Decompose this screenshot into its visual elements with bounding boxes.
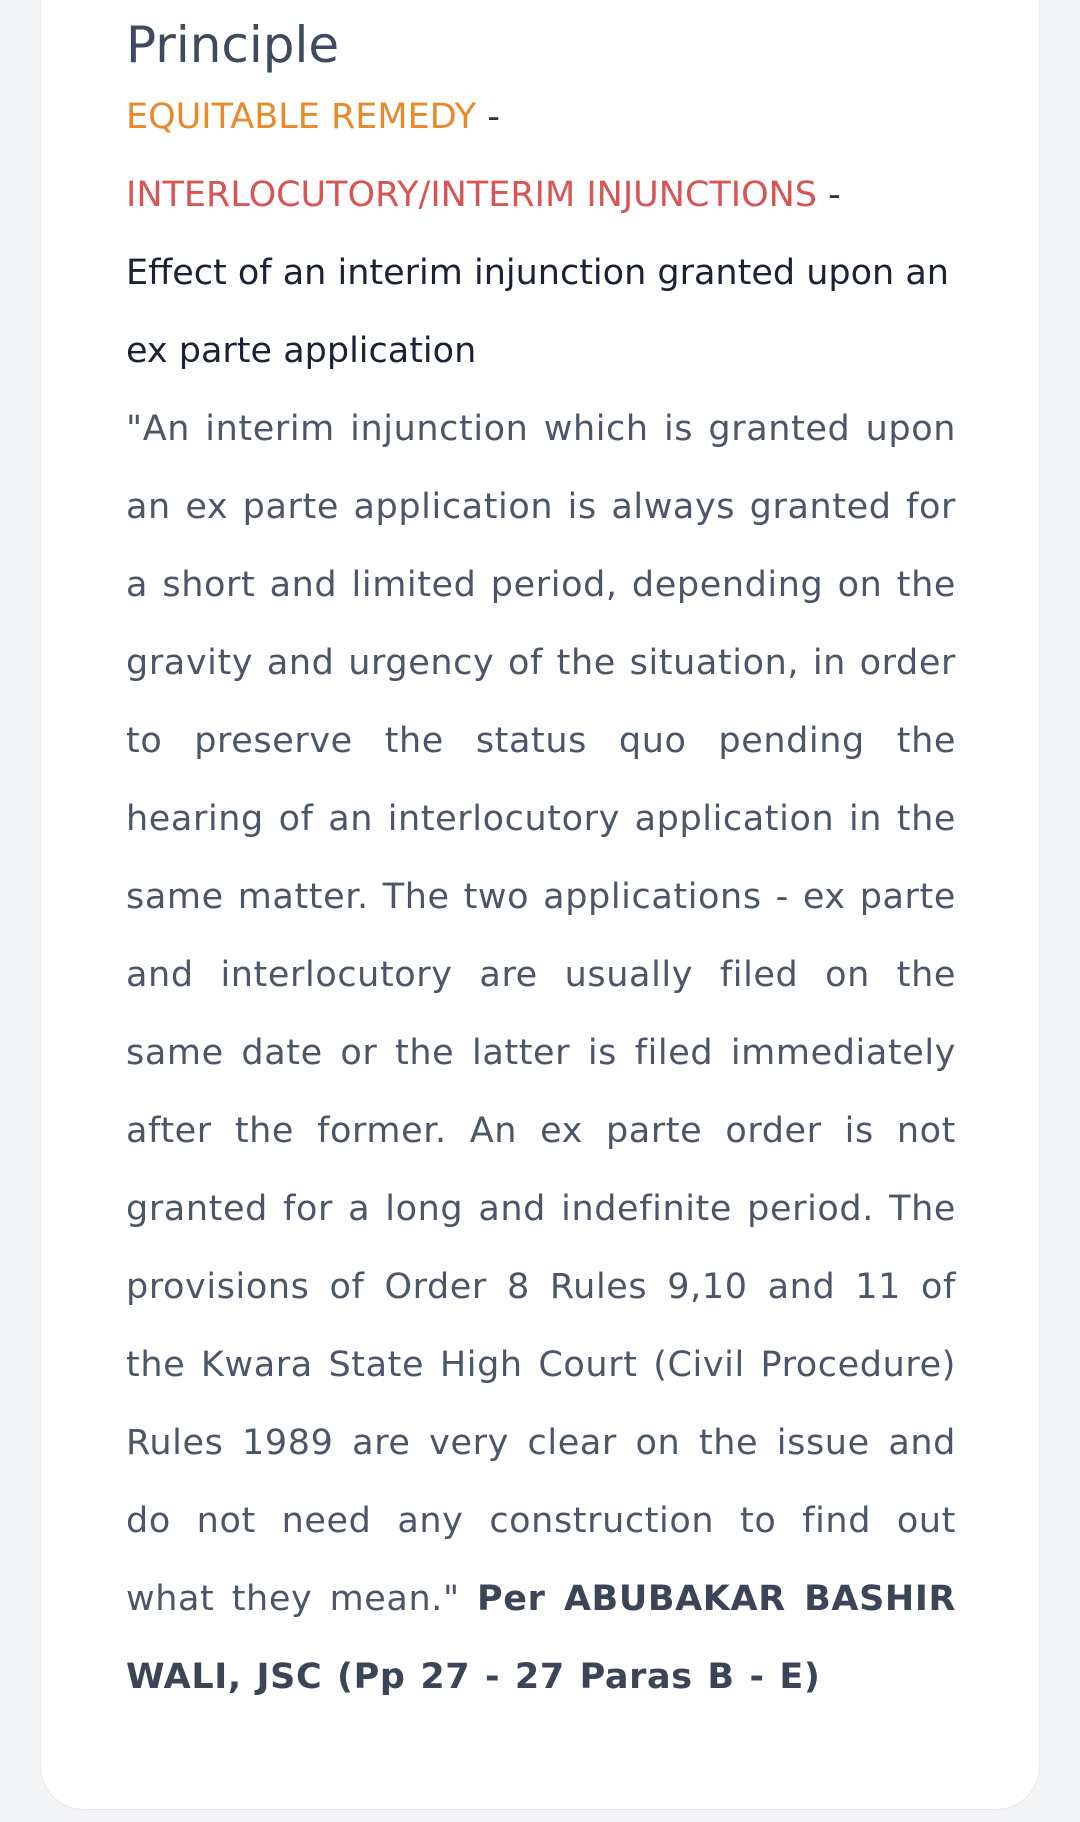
tag-label[interactable]: EQUITABLE REMEDY <box>126 97 477 137</box>
citation: Per ABUBAKAR BASHIR WALI, JSC (Pp 27 - 27 Paras B - E) <box>126 1579 956 1697</box>
tag-equitable-remedy[interactable] <box>126 78 956 156</box>
principle-heading: Effect of an interim injunction granted upon an ex parte application <box>126 253 949 371</box>
tag-label[interactable]: INTERLOCUTORY/INTERIM INJUNCTIONS <box>126 175 818 215</box>
tag-interlocutory-injunctions[interactable] <box>126 156 956 234</box>
principle-content <box>126 0 956 1716</box>
tag-separator: - <box>476 97 500 137</box>
quote-text: "An interim injunction which is granted upon an ex parte application is always granted for a short and limited period, depending on the gravity and urgency of the situation, in order to preserve the status quo pending the hearing of an interlocutory application in the same matter. The two applications - ex parte and interlocutory are usually filed on the same date or the latter is filed immediately after the former. An ex parte order is not granted for a long and indefinite period. The provisions of Order 8 Rules 9,10 and 11 of the Kwara State High Court (Civil Procedure) Rules 1989 are very clear on the issue and do not need any construction to find out what they mean." <box>126 409 956 1619</box>
principle-quote <box>126 390 956 1716</box>
tag-separator: - <box>817 175 841 215</box>
section-title: Principle <box>126 16 340 74</box>
